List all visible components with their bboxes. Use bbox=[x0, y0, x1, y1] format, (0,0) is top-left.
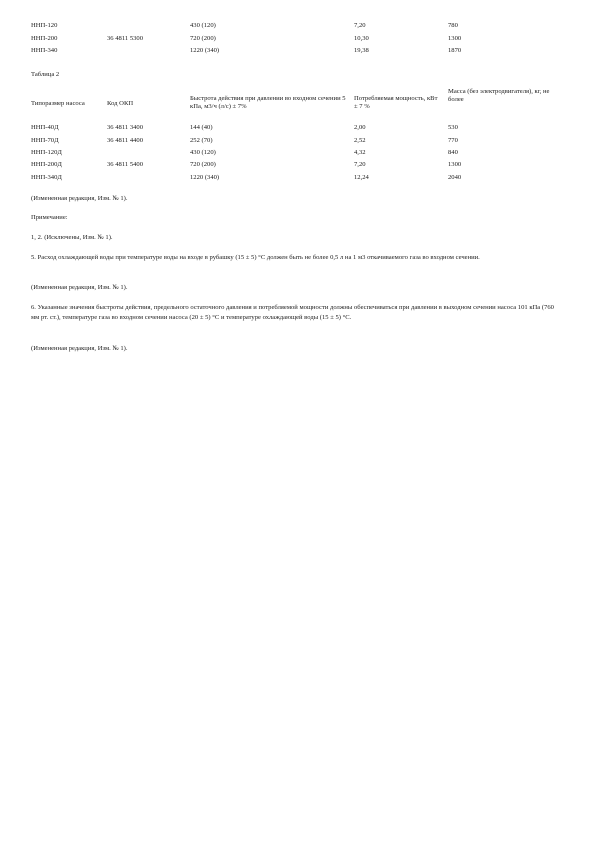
pumping-speed: 144 (40) bbox=[190, 124, 213, 131]
okp-code: 36 4811 5300 bbox=[107, 35, 144, 42]
table2-row bbox=[0, 137, 595, 147]
pumping-speed: 430 (120) bbox=[190, 149, 216, 156]
pumping-speed: 1220 (340) bbox=[190, 47, 220, 54]
header-okp-code: Код ОКП bbox=[107, 100, 134, 107]
okp-code: 36 4811 3400 bbox=[107, 124, 144, 131]
okp-code: 36 4811 5400 bbox=[107, 161, 144, 168]
amendment-note: (Измененная редакция, Изм. № 1). bbox=[31, 195, 128, 202]
table2-row bbox=[0, 161, 595, 171]
pumping-speed: 430 (120) bbox=[190, 22, 216, 29]
pump-mass: 1870 bbox=[448, 47, 462, 54]
pump-type: ННП-340Д bbox=[31, 174, 62, 181]
pump-type: ННП-200 bbox=[31, 35, 58, 42]
pump-type: ННП-40Д bbox=[31, 124, 59, 131]
power-consumption: 7,20 bbox=[354, 161, 366, 168]
note-item-6: 6. Указанные значения быстроты действия, предельного остаточного давления и потребляемой мощности должны обеспечиваться при давлении в выходном сечении насоса 101 кПа (760 мм рт. ст.), температуре газа во входном сечении насоса (20 ± 5) °С и температуре охлаждающей воды (15 ± 5) °С. bbox=[31, 304, 554, 322]
pump-type: ННП-120Д bbox=[31, 149, 62, 156]
table2-row bbox=[0, 124, 595, 134]
table1-row bbox=[0, 22, 595, 32]
pump-type: ННП-200Д bbox=[31, 161, 62, 168]
pump-mass: 1300 bbox=[448, 161, 462, 168]
pump-type: ННП-120 bbox=[31, 22, 58, 29]
pump-mass: 780 bbox=[448, 22, 458, 29]
pumping-speed: 720 (200) bbox=[190, 161, 216, 168]
table-caption: Таблица 2 bbox=[31, 71, 60, 78]
note-item-5: 5. Расход охлаждающей воды при температуре воды на входе в рубашку (15 ± 5) °С должен быть не более 0,5 л на 1 м3 откачиваемого газа во входном сечении. bbox=[31, 254, 480, 261]
power-consumption: 10,30 bbox=[354, 35, 369, 42]
pump-type: ННП-70Д bbox=[31, 137, 59, 144]
note-items-1-2: 1, 2. (Исключены, Изм. № 1). bbox=[31, 234, 113, 241]
power-consumption: 2,00 bbox=[354, 124, 366, 131]
pumping-speed: 720 (200) bbox=[190, 35, 216, 42]
pump-mass: 770 bbox=[448, 137, 458, 144]
power-consumption: 19,38 bbox=[354, 47, 369, 54]
pumping-speed: 252 (70) bbox=[190, 137, 213, 144]
pump-mass: 530 bbox=[448, 124, 458, 131]
pump-type: ННП-340 bbox=[31, 47, 58, 54]
table2-row bbox=[0, 174, 595, 184]
header-pumping-speed: Быстрота действия при давлении во входном сечении 5 кПа, м3/ч (л/с) ± 7% bbox=[190, 95, 346, 110]
notes-heading: Примечание: bbox=[31, 214, 68, 221]
amendment-note: (Измененная редакция, Изм. № 1). bbox=[31, 284, 128, 291]
pump-mass: 1300 bbox=[448, 35, 462, 42]
header-power: Потребляемая мощность, кВт ± 7 % bbox=[354, 95, 438, 110]
power-consumption: 12,24 bbox=[354, 174, 369, 181]
table1-row bbox=[0, 35, 595, 45]
header-mass: Масса (без электродвигателя), кг, не более bbox=[448, 88, 550, 103]
power-consumption: 4,32 bbox=[354, 149, 366, 156]
table2-row bbox=[0, 149, 595, 159]
table1-row bbox=[0, 47, 595, 57]
header-pump-type: Типоразмер насоса bbox=[31, 100, 85, 107]
pump-mass: 840 bbox=[448, 149, 458, 156]
amendment-note: (Измененная редакция, Изм. № 1). bbox=[31, 345, 128, 352]
power-consumption: 7,20 bbox=[354, 22, 366, 29]
okp-code: 36 4811 4400 bbox=[107, 137, 144, 144]
power-consumption: 2,52 bbox=[354, 137, 366, 144]
pumping-speed: 1220 (340) bbox=[190, 174, 220, 181]
pump-mass: 2040 bbox=[448, 174, 462, 181]
